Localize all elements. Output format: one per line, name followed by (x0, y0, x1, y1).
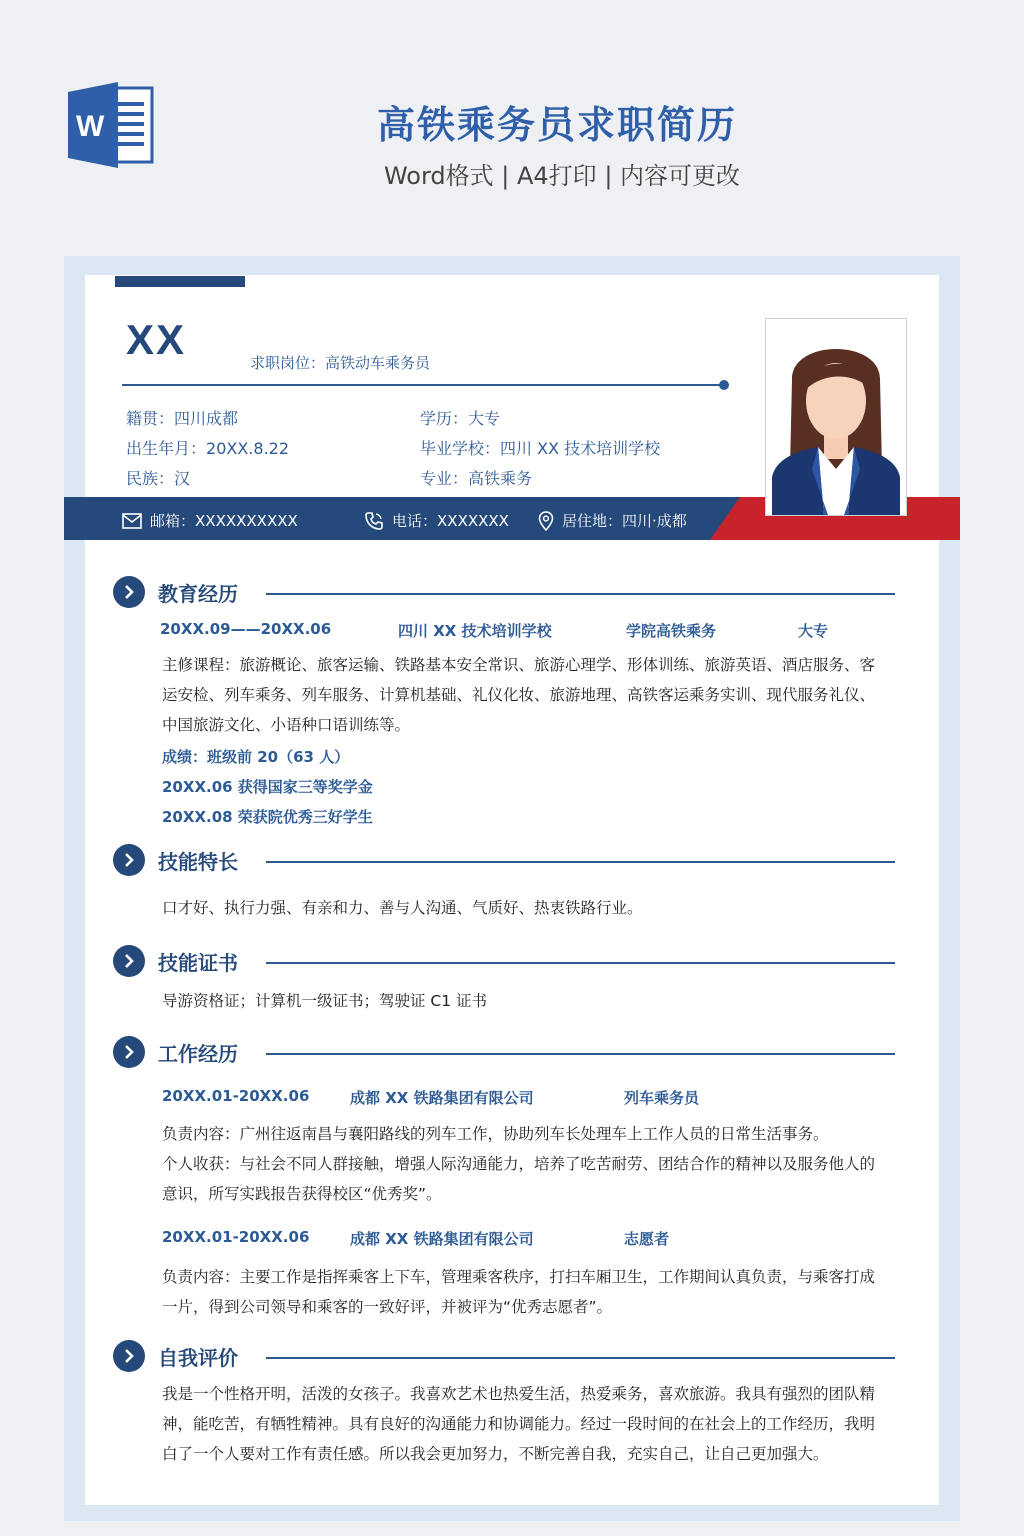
work-1-gain: 个人收获：与社会不同人群接触，增强人际沟通能力，培养了吃苦耐劳、团结合作的精神以及服务他人的意识，所写实践报告获得校区“优秀奖”。 (162, 1155, 876, 1203)
info-ethnic (126, 466, 190, 489)
work-1-company: 成都 XX 铁路集团有限公司 (350, 1089, 534, 1107)
section-self-eval-title: 自我评价 (158, 1346, 238, 1370)
info-school (420, 436, 660, 459)
name-divider-dot (719, 380, 729, 390)
section-work-title: 工作经历 (158, 1042, 238, 1066)
section-divider (266, 1357, 895, 1359)
section-certs-header (113, 945, 895, 977)
edu-label: 学历： (420, 409, 469, 428)
section-self-eval-header (113, 1340, 895, 1372)
info-education (420, 406, 500, 429)
section-education-title: 教育经历 (158, 582, 238, 606)
job-target (250, 352, 430, 373)
birth-label: 出生年月： (126, 439, 207, 458)
work-1-role: 列车乘务员 (624, 1089, 700, 1107)
info-origin (126, 406, 238, 429)
edu-major: 学院高铁乘务 (626, 622, 717, 640)
banner-subtitle: Word格式 | A4打印 | 内容可更改 (383, 162, 741, 190)
skills-text: 口才好、执行力强、有亲和力、善与人沟通、气质好、热衷铁路行业。 (162, 899, 643, 917)
info-major (420, 466, 532, 489)
contact-phone (364, 510, 509, 531)
section-skills-header (113, 844, 895, 876)
certs-text: 导游资格证；计算机一级证书；驾驶证 C1 证书 (162, 992, 488, 1010)
email-label: 邮箱： (150, 512, 196, 530)
email-icon (122, 513, 142, 529)
edu-grade: 成绩：班级前 20（63 人） (162, 748, 350, 766)
ethnic-value: 汉 (174, 469, 191, 488)
work-1-period: 20XX.01-20XX.06 (162, 1087, 310, 1105)
ethnic-label: 民族： (126, 469, 175, 488)
origin-value: 四川成都 (174, 409, 239, 428)
edu-award-2: 20XX.08 荣获院优秀三好学生 (162, 808, 373, 826)
section-education-header (113, 576, 895, 608)
section-arrow-icon (113, 1340, 145, 1372)
name-divider (122, 384, 722, 386)
work-2-role: 志愿者 (624, 1230, 670, 1248)
origin-label: 籍贯： (126, 409, 175, 428)
candidate-name: XX (126, 316, 187, 363)
avatar-illustration (766, 319, 906, 515)
contact-email (122, 510, 298, 531)
contact-address (538, 510, 687, 531)
word-logo-letter: W (76, 110, 105, 143)
section-divider (266, 593, 895, 595)
work-2-company: 成都 XX 铁路集团有限公司 (350, 1230, 534, 1248)
self-eval-text: 我是一个性格开明，活泼的女孩子。我喜欢艺术也热爱生活，热爱乘务，喜欢旅游。我具有强烈的团队精神，能吃苦，有牺牲精神。具有良好的沟通能力和协调能力。经过一段时间的在社会上的工作经历，我明白了一个人要对工作有责任感。所以我会更加努力，不断完善自我，充实自己，让自己更加强大。 (162, 1385, 876, 1463)
address-value: 四川·成都 (622, 512, 687, 530)
location-pin-icon (538, 511, 554, 531)
section-arrow-icon (113, 1036, 145, 1068)
email-value: XXXXXXXXXX (195, 511, 298, 530)
section-divider (266, 861, 895, 863)
birth-value: 20XX.8.22 (206, 439, 290, 458)
phone-label: 电话： (392, 512, 438, 530)
phone-value: XXXXXXX (437, 511, 509, 530)
job-value: 高铁动车乘务员 (325, 354, 431, 372)
phone-icon (364, 511, 384, 531)
info-birth (126, 436, 289, 459)
edu-courses: 主修课程：旅游概论、旅客运输、铁路基本安全常识、旅游心理学、形体训练、旅游英语、酒店服务、客运安检、列车乘务、列车服务、计算机基础、礼仪化妆、旅游地理、高铁客运乘务实训、现代服务礼仪、中国旅游文化、小语种口语训练等。 (162, 656, 876, 734)
work-2-duty: 负责内容：主要工作是指挥乘客上下车，管理乘客秩序，打扫车厢卫生，工作期间认真负责，与乘客打成一片，得到公司领导和乘客的一致好评，并被评为“优秀志愿者”。 (162, 1268, 876, 1316)
school-label: 毕业学校： (420, 439, 501, 458)
top-accent-bar (115, 276, 245, 287)
section-skills-title: 技能特长 (158, 850, 238, 874)
section-work-header (113, 1036, 895, 1068)
profile-photo (765, 318, 907, 516)
work-2-period: 20XX.01-20XX.06 (162, 1228, 310, 1246)
edu-school: 四川 XX 技术培训学校 (398, 622, 552, 640)
section-arrow-icon (113, 844, 145, 876)
edu-award-1: 20XX.06 获得国家三等奖学金 (162, 778, 373, 796)
edu-period: 20XX.09——20XX.06 (160, 620, 332, 638)
edu-degree: 大专 (798, 622, 829, 640)
section-arrow-icon (113, 576, 145, 608)
job-label: 求职岗位： (250, 354, 326, 372)
address-label: 居住地： (562, 512, 623, 530)
section-arrow-icon (113, 945, 145, 977)
major-value: 高铁乘务 (468, 469, 533, 488)
section-divider (266, 1053, 895, 1055)
banner-title: 高铁乘务员求职简历 (376, 103, 737, 147)
work-1-duty: 负责内容：广州往返南昌与襄阳路线的列车工作，协助列车长处理车上工作人员的日常生活事务。 (162, 1125, 829, 1143)
edu-value: 大专 (468, 409, 501, 428)
section-divider (266, 962, 895, 964)
section-certs-title: 技能证书 (158, 951, 238, 975)
major-label: 专业： (420, 469, 469, 488)
school-value: 四川 XX 技术培训学校 (500, 439, 661, 458)
